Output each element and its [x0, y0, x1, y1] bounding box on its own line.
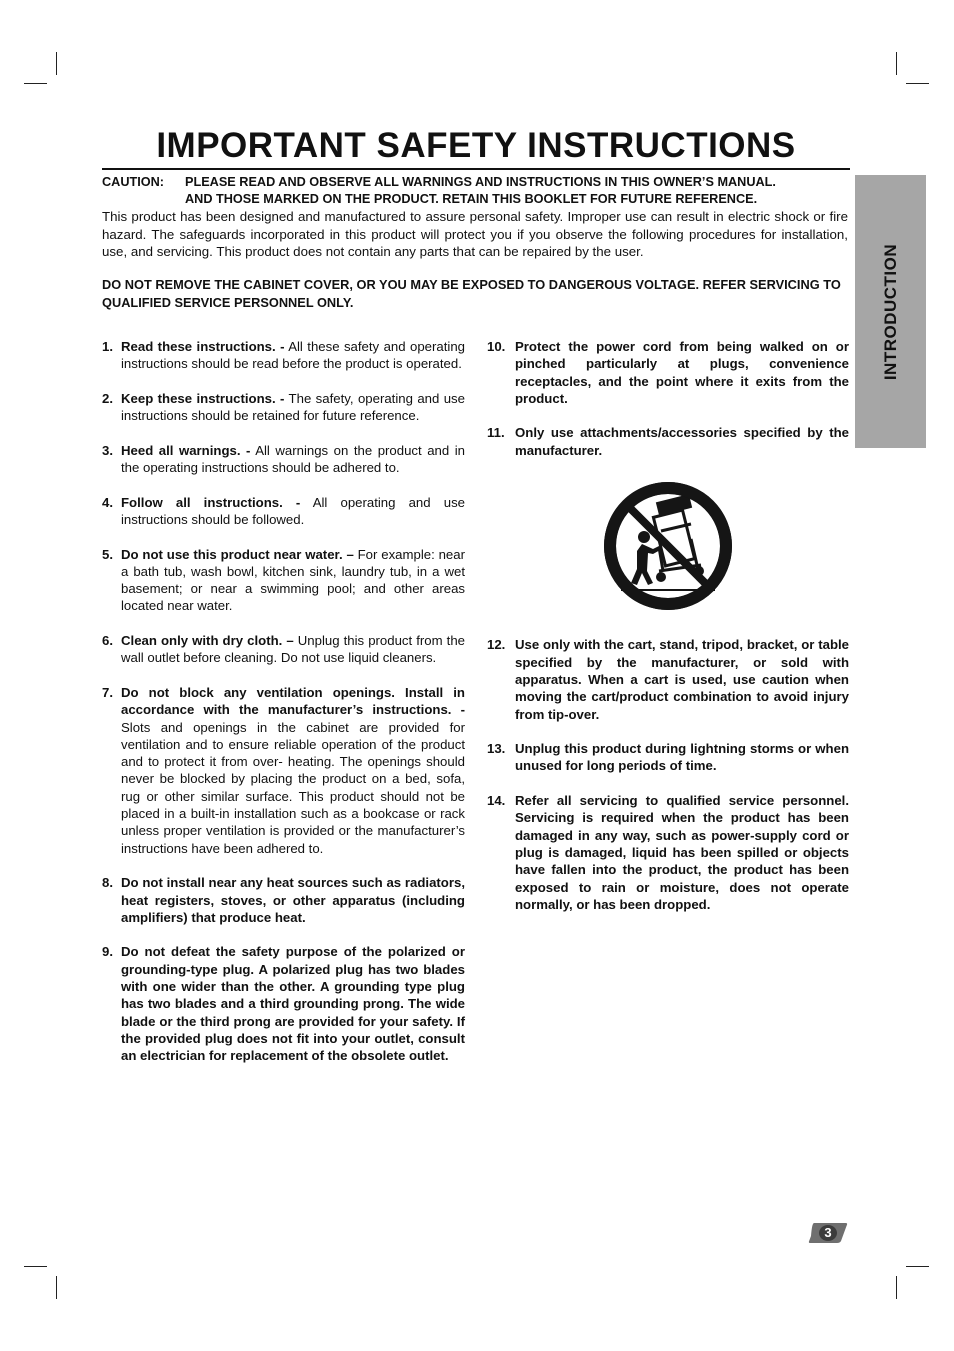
item-text: Use only with the cart, stand, tripod, bracket, or table specified by the manufacturer, or sold with apparatus. When a cart is used, use caution when moving the cart/product combination to avoid injury from tip-over. — [515, 637, 849, 722]
item-number: 8. — [102, 875, 113, 891]
item-number: 5. — [102, 546, 113, 562]
list-item — [487, 740, 849, 775]
item-number: 4. — [102, 494, 113, 510]
item-lead: Heed all warnings. - — [121, 442, 251, 458]
page-title: IMPORTANT SAFETY INSTRUCTIONS — [156, 126, 796, 165]
crop-mark — [56, 1276, 57, 1299]
item-text: Refer all servicing to qualified service personnel. Servicing is required when the product has been damaged in any way, such as power-supply cord or plug is damaged, liquid has been spilled or objects have fallen into the product, the product has been exposed to rain or moisture, does not operate normally, or has been dropped. — [515, 793, 849, 912]
left-column — [102, 338, 465, 1082]
item-lead: Keep these instructions. - — [121, 390, 285, 406]
caution-text-2: AND THOSE MARKED ON THE PRODUCT. RETAIN THIS BOOKLET FOR FUTURE REFERENCE. — [185, 192, 758, 207]
item-lead: Do not use this product near water. – — [121, 546, 354, 562]
section-tab-label: INTRODUCTION — [880, 243, 900, 380]
list-item — [102, 684, 465, 857]
title-rule — [102, 168, 850, 170]
item-text: All warnings on the product and in the operating instructions should be adhered to. — [121, 442, 465, 476]
voltage-warning: DO NOT REMOVE THE CABINET COVER, OR YOU MAY BE EXPOSED TO DANGEROUS VOLTAGE. REFER SERVICING TO QUALIFIED SERVICE PERSONNEL ONLY. — [102, 277, 841, 310]
item-text: Protect the power cord from being walked on or pinched particularly at plugs, convenience receptacles, and the point where it exits from the product. — [515, 339, 849, 406]
item-lead: Read these instructions. - — [121, 339, 285, 354]
list-item — [487, 424, 849, 459]
item-number: 10. — [487, 339, 506, 354]
item-text: All operating and use instructions should be followed. — [121, 494, 465, 527]
item-number: 3. — [102, 442, 113, 458]
crop-mark — [896, 1276, 897, 1299]
crop-mark — [906, 83, 929, 84]
crop-mark — [24, 1266, 47, 1267]
item-text: All these safety and operating instructions should be read before the product is operated. — [121, 339, 465, 372]
intro-paragraph: This product has been designed and manufactured to assure personal safety. Improper use can result in electric shock or fire hazard. The safeguards incorporated in this product will protect you if you observe the following procedures for installation, use, and servicing. This product does not contain any parts that can be repaired by the user. — [102, 209, 848, 259]
crop-mark — [896, 52, 897, 75]
item-number: 12. — [487, 637, 506, 653]
list-item — [102, 546, 465, 615]
item-text: Only use attachments/accessories specified by the manufacturer. — [515, 425, 849, 458]
list-item — [487, 338, 849, 407]
section-tab — [855, 175, 926, 448]
crop-mark — [906, 1266, 929, 1267]
item-number: 7. — [102, 684, 113, 700]
cart-tip-over-warning-icon — [601, 479, 735, 613]
item-number: 13. — [487, 741, 506, 757]
list-item — [102, 632, 465, 667]
crop-mark — [24, 83, 47, 84]
item-text: For example: near a bath tub, wash bowl, kitchen sink, laundry tub, in a wet basement; or near a swimming pool; and other areas located near water. — [121, 546, 465, 614]
item-number: 9. — [102, 944, 113, 960]
page-number: 3 — [824, 1225, 832, 1240]
item-number: 2. — [102, 390, 113, 406]
list-item — [487, 792, 849, 913]
list-item — [102, 442, 465, 477]
caution-text-1: PLEASE READ AND OBSERVE ALL WARNINGS AND INSTRUCTIONS IN THIS OWNER’S MANUAL. — [185, 175, 776, 189]
item-text: Unplug this product during lightning storms or when unused for long periods of time. — [515, 741, 849, 774]
caution-line-1 — [102, 174, 862, 191]
caution-label: CAUTION: — [102, 175, 165, 189]
item-text: The safety, operating and use instructions should be retained for future reference. — [121, 390, 465, 424]
cart-tip-over-warning-icon — [487, 476, 849, 616]
caution-block — [102, 174, 862, 209]
item-text: Slots and openings in the cabinet are provided for ventilation and to ensure reliable operation of the product and to protect it from over- heating. The openings should never be blocked by placing the product on a bed, sofa, rug or other similar surface. This product should not be placed in a built-in installation such as a bookcase or rack unless proper ventilation is provided or the manufacturer’s instructions have been adhered to. — [121, 719, 465, 856]
item-lead: Do not defeat the safety purpose of the polarized or grounding-type plug. A polarized plug has two blades with one wider than the other. A grounding type plug has two blades and a third grounding prong. The wide blade or the third prong are provided for your safety. If the provided plug does not fit into your outlet, consult an electrician for replacement of the obsolete outlet. — [121, 944, 465, 1064]
item-number: 11. — [487, 425, 505, 441]
item-number: 14. — [487, 793, 506, 809]
list-item — [487, 636, 849, 722]
item-lead: Follow all instructions. - — [121, 494, 301, 510]
page-number-badge — [808, 1222, 848, 1244]
list-item — [102, 874, 465, 926]
right-column — [487, 338, 849, 930]
item-number: 1. — [102, 339, 113, 354]
crop-mark — [56, 52, 57, 75]
list-item — [102, 338, 465, 373]
item-lead: Do not install near any heat sources such as radiators, heat registers, stoves, or other apparatus (including amplifiers) that produce heat. — [121, 875, 465, 925]
list-item — [102, 943, 465, 1064]
list-item — [102, 390, 465, 425]
item-lead: Do not block any ventilation openings. Install in accordance with the manufacturer’s instructions. - — [121, 684, 465, 718]
item-number: 6. — [102, 633, 113, 649]
item-lead: Clean only with dry cloth. – — [121, 633, 294, 649]
list-item — [102, 494, 465, 529]
item-text: Unplug this product from the wall outlet before cleaning. Do not use liquid cleaners. — [121, 633, 465, 666]
